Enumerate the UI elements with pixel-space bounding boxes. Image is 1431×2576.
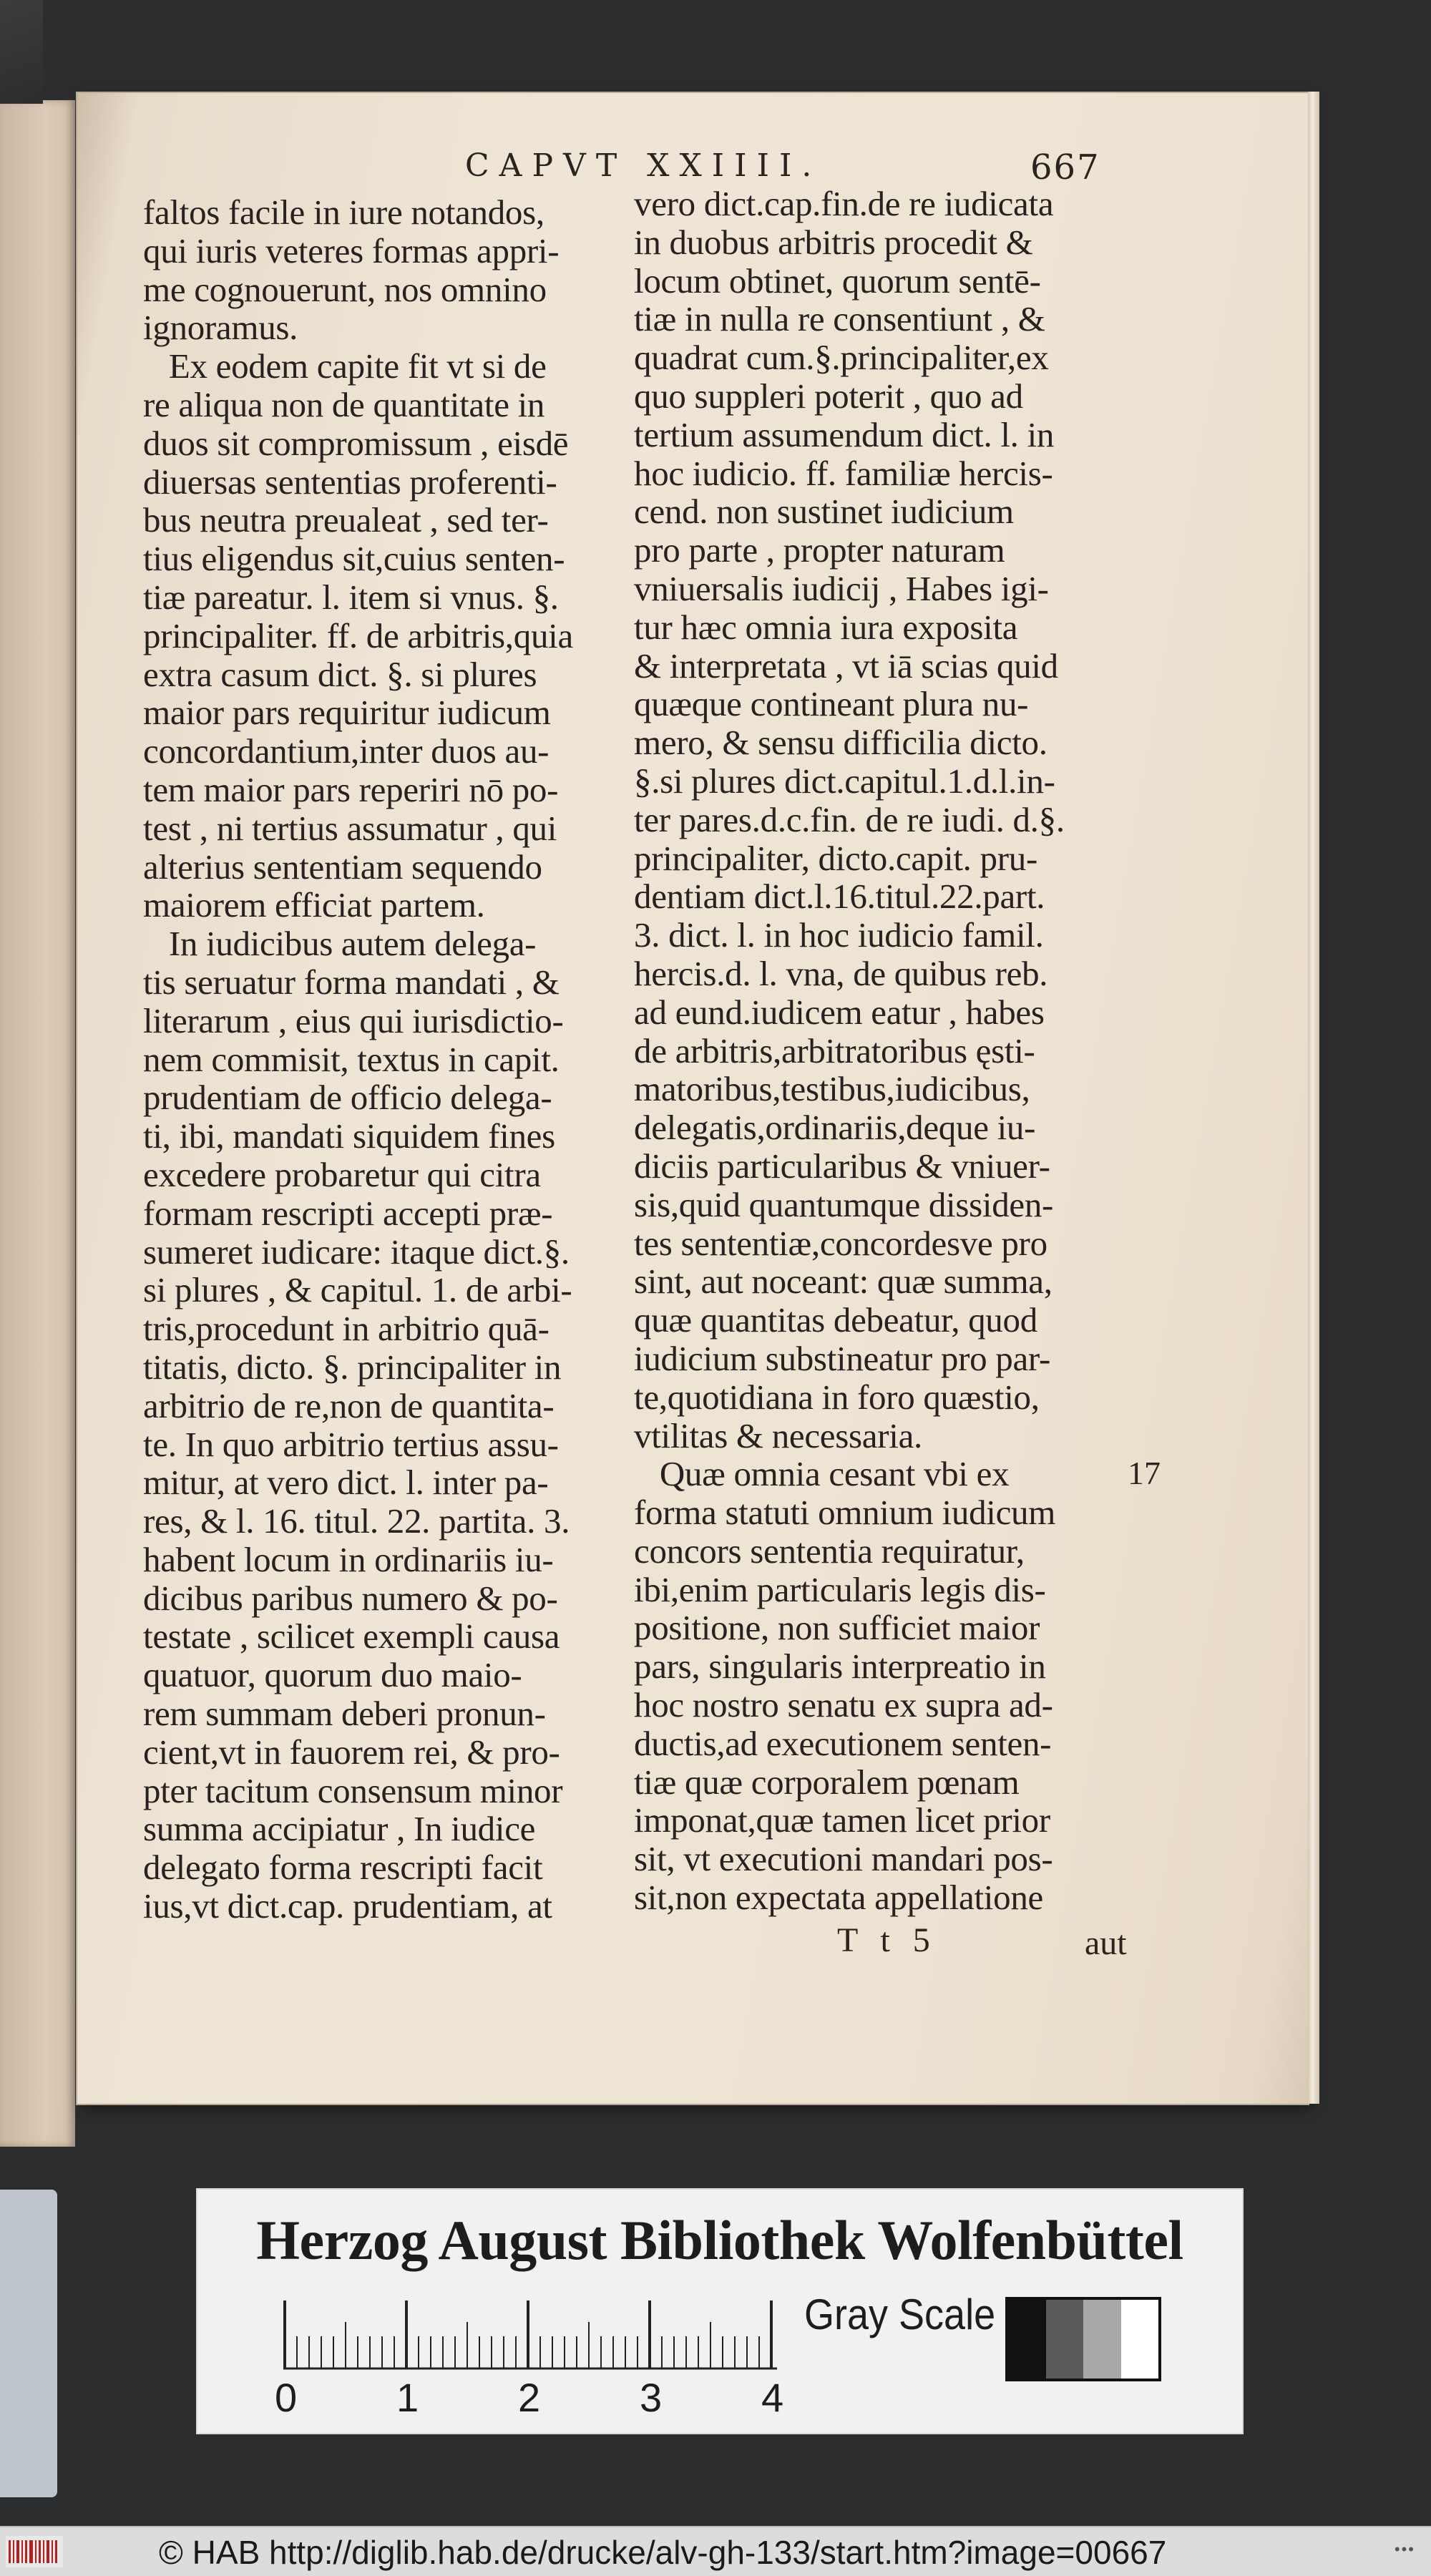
text-line: titatis, dicto. §. principaliter in xyxy=(143,1347,562,1387)
text-line: maiorem efficiat partem. xyxy=(143,885,485,925)
scan-background xyxy=(0,0,43,104)
text-line: re aliqua non de quantitate in xyxy=(143,384,545,424)
text-line: ter pares.d.c.fin. de re iudi. d.§. xyxy=(634,799,1065,839)
text-line: faltos facile in iure notandos, xyxy=(143,192,544,232)
text-line: duos sit compromissum , eisdē xyxy=(143,423,569,463)
text-line: tiæ pareatur. l. item si vnus. §. xyxy=(143,577,559,617)
text-line: tes sententiæ,concordesve pro xyxy=(634,1223,1047,1263)
previous-page-edge xyxy=(0,100,75,2147)
gray-patch xyxy=(1046,2300,1084,2379)
text-line: de arbitris,arbitratoribus ęsti- xyxy=(634,1030,1035,1070)
gray-patch xyxy=(1121,2300,1159,2379)
text-line: cient,vt in fauorem rei, & pro- xyxy=(143,1732,560,1772)
text-line: dentiam dict.l.16.titul.22.part. xyxy=(634,877,1045,917)
text-line: iudicium substineatur pro par- xyxy=(634,1338,1050,1378)
text-line: sis,quid quantumque dissiden- xyxy=(634,1184,1054,1224)
text-line: sit, vt executioni mandari pos- xyxy=(634,1839,1053,1879)
text-line: sint, aut noceant: quæ summa, xyxy=(634,1262,1053,1302)
copyright-url[interactable]: © HAB http://diglib.hab.de/drucke/alv-gh-133/start.htm?image=00667 xyxy=(159,2534,1167,2571)
text-line: positione, non sufficiet maior xyxy=(634,1608,1040,1648)
text-line: §.si plures dict.capitul.1.d.l.in- xyxy=(634,761,1055,801)
gray-scale-label: Gray Scale xyxy=(804,2290,996,2338)
more-icon: ••• xyxy=(1394,2540,1415,2558)
text-line: bus neutra preualeat , sed ter- xyxy=(143,500,549,540)
text-line: Quæ omnia cesant vbi ex xyxy=(634,1454,1010,1494)
text-line: excedere probaretur qui citra xyxy=(143,1154,541,1194)
text-line: principaliter, dicto.capit. pru- xyxy=(634,838,1037,878)
text-line: te,quotidiana in foro quæstio, xyxy=(634,1377,1040,1417)
text-line: me cognouerunt, nos omnino xyxy=(143,269,547,309)
gray-patch xyxy=(1083,2300,1121,2379)
text-line: testate , scilicet exempli causa xyxy=(143,1616,560,1657)
margin-note: 17 xyxy=(1128,1455,1161,1491)
text-line: Ex eodem capite fit vt si de xyxy=(143,346,547,386)
text-line: extra casum dict. §. si plures xyxy=(143,654,537,694)
text-line: ad eund.iudicem eatur , habes xyxy=(634,992,1045,1032)
text-line: summa accipiatur , In iudice xyxy=(143,1809,536,1849)
text-line: locum obtinet, quorum sentē- xyxy=(634,260,1041,301)
scale-label-3: 3 xyxy=(640,2375,663,2420)
text-line: sumeret iudicare: itaque dict.§. xyxy=(143,1231,570,1272)
right-text-column xyxy=(634,185,1065,1917)
text-line: ibi,enim particularis legis dis- xyxy=(634,1569,1046,1609)
text-line: literarum , eius qui iurisdictio- xyxy=(143,1000,564,1040)
text-line: 3. dict. l. in hoc iudicio famil. xyxy=(634,915,1044,955)
text-line: hoc nostro senatu ex supra ad- xyxy=(634,1685,1053,1725)
text-line: tertium assumendum dict. l. in xyxy=(634,414,1055,454)
scale-label-2: 2 xyxy=(518,2375,541,2420)
text-line: si plures , & capitul. 1. de arbi- xyxy=(143,1270,572,1310)
text-line: tris,procedunt in arbitrio quā- xyxy=(143,1309,550,1349)
text-line: delegato forma rescripti facit xyxy=(143,1848,543,1888)
text-line: hercis.d. l. vna, de quibus reb. xyxy=(634,953,1048,993)
left-text-column xyxy=(143,193,573,1926)
text-line: quatuor, quorum duo maio- xyxy=(143,1655,522,1695)
text-line: tius eligendus sit,cuius senten- xyxy=(143,539,565,579)
catchword: aut xyxy=(1085,1924,1127,1962)
scale-label-4: 4 xyxy=(761,2375,784,2420)
text-line: quadrat cum.§.principaliter,ex xyxy=(634,338,1049,378)
library-name: Herzog August Bibliothek Wolfenbüttel xyxy=(256,2209,1183,2271)
text-line: diciis particularibus & vniuer- xyxy=(634,1146,1050,1186)
text-line: quæque contineant plura nu- xyxy=(634,684,1029,724)
text-line: tem maior pars reperiri nō po- xyxy=(143,769,559,809)
text-line: vtilitas & necessaria. xyxy=(634,1415,922,1455)
text-line: ductis,ad executionem senten- xyxy=(634,1723,1052,1763)
text-line: imponat,quæ tamen licet prior xyxy=(634,1800,1050,1840)
text-line: ignoramus. xyxy=(143,308,298,348)
gray-scale-swatch xyxy=(1005,2297,1161,2381)
text-line: concordantium,inter duos au- xyxy=(143,731,550,771)
text-line: test , ni tertius assumatur , qui xyxy=(143,808,557,848)
scale-ruler xyxy=(283,2297,813,2376)
text-line: quæ quantitas debeatur, quod xyxy=(634,1300,1037,1340)
text-line: cend. non sustinet iudicium xyxy=(634,492,1014,532)
text-line: concors sententia requiratur, xyxy=(634,1531,1025,1571)
text-line: ius,vt dict.cap. prudentiam, at xyxy=(143,1886,552,1926)
text-line: maior pars requiritur iudicum xyxy=(143,693,551,733)
text-line: vero dict.cap.fin.de re iudicata xyxy=(634,184,1054,223)
page-number: 667 xyxy=(1030,147,1100,187)
text-line: alterius sententiam sequendo xyxy=(143,847,542,887)
scale-label-0: 0 xyxy=(275,2375,298,2420)
text-line: delegatis,ordinariis,deque iu- xyxy=(634,1108,1036,1148)
gray-patch xyxy=(1008,2300,1046,2379)
page-edge xyxy=(1308,92,1319,2104)
text-line: res, & l. 16. titul. 22. partita. 3. xyxy=(143,1501,570,1541)
page-clip xyxy=(0,2190,57,2497)
text-line: pars, singularis interpreatio in xyxy=(634,1646,1046,1687)
ruler-ticks xyxy=(283,2297,813,2376)
text-line: in duobus arbitris procedit & xyxy=(634,222,1033,262)
text-line: pro parte , propter naturam xyxy=(634,530,1005,570)
text-line: diuersas sententias proferenti- xyxy=(143,462,557,502)
text-line: prudentiam de officio delega- xyxy=(143,1078,552,1118)
text-line: matoribus,testibus,iudicibus, xyxy=(634,1069,1030,1109)
signature-mark: T t 5 xyxy=(837,1921,937,1959)
text-line: pter tacitum consensum minor xyxy=(143,1770,563,1810)
running-title: CAPVT XXIIII. xyxy=(465,147,822,184)
text-line: vniuersalis iudicij , Habes igi- xyxy=(634,568,1049,608)
text-line: mero, & sensu difficilia dicto. xyxy=(634,723,1047,763)
text-line: In iudicibus autem delega- xyxy=(143,924,537,964)
text-line: tis seruatur forma mandati , & xyxy=(143,962,560,1002)
scale-label-1: 1 xyxy=(396,2375,419,2420)
text-line: sit,non expectata appellatione xyxy=(634,1878,1043,1918)
text-line: arbitrio de re,non de quantita- xyxy=(143,1385,555,1425)
text-line: te. In quo arbitrio tertius assu- xyxy=(143,1424,559,1464)
text-line: dicibus paribus numero & po- xyxy=(143,1578,558,1618)
text-line: habent locum in ordinariis iu- xyxy=(143,1539,554,1579)
text-line: hoc iudicio. ff. familiæ hercis- xyxy=(634,453,1053,493)
footer-bar xyxy=(0,2526,1431,2576)
text-line: rem summam deberi pronun- xyxy=(143,1694,546,1734)
color-reference-card xyxy=(197,2190,1242,2433)
text-line: quo suppleri poterit , quo ad xyxy=(634,376,1023,416)
text-line: tiæ quæ corporalem pœnam xyxy=(634,1762,1020,1802)
text-line: nem commisit, textus in capit. xyxy=(143,1039,560,1079)
text-line: tur hæc omnia iura exposita xyxy=(634,607,1018,647)
text-line: principaliter. ff. de arbitris,quia xyxy=(143,615,573,655)
text-line: formam rescripti accepti præ- xyxy=(143,1193,553,1233)
text-line: qui iuris veteres formas appri- xyxy=(143,230,560,270)
barcode-icon xyxy=(6,2536,63,2567)
text-line: mitur, at vero dict. l. inter pa- xyxy=(143,1463,549,1503)
text-line: forma statuti omnium iudicum xyxy=(634,1493,1056,1533)
text-line: ti, ibi, mandati siquidem fines xyxy=(143,1116,555,1156)
text-line: & interpretata , vt iā scias quid xyxy=(634,645,1058,686)
text-line: tiæ in nulla re consentiunt , & xyxy=(634,299,1045,339)
